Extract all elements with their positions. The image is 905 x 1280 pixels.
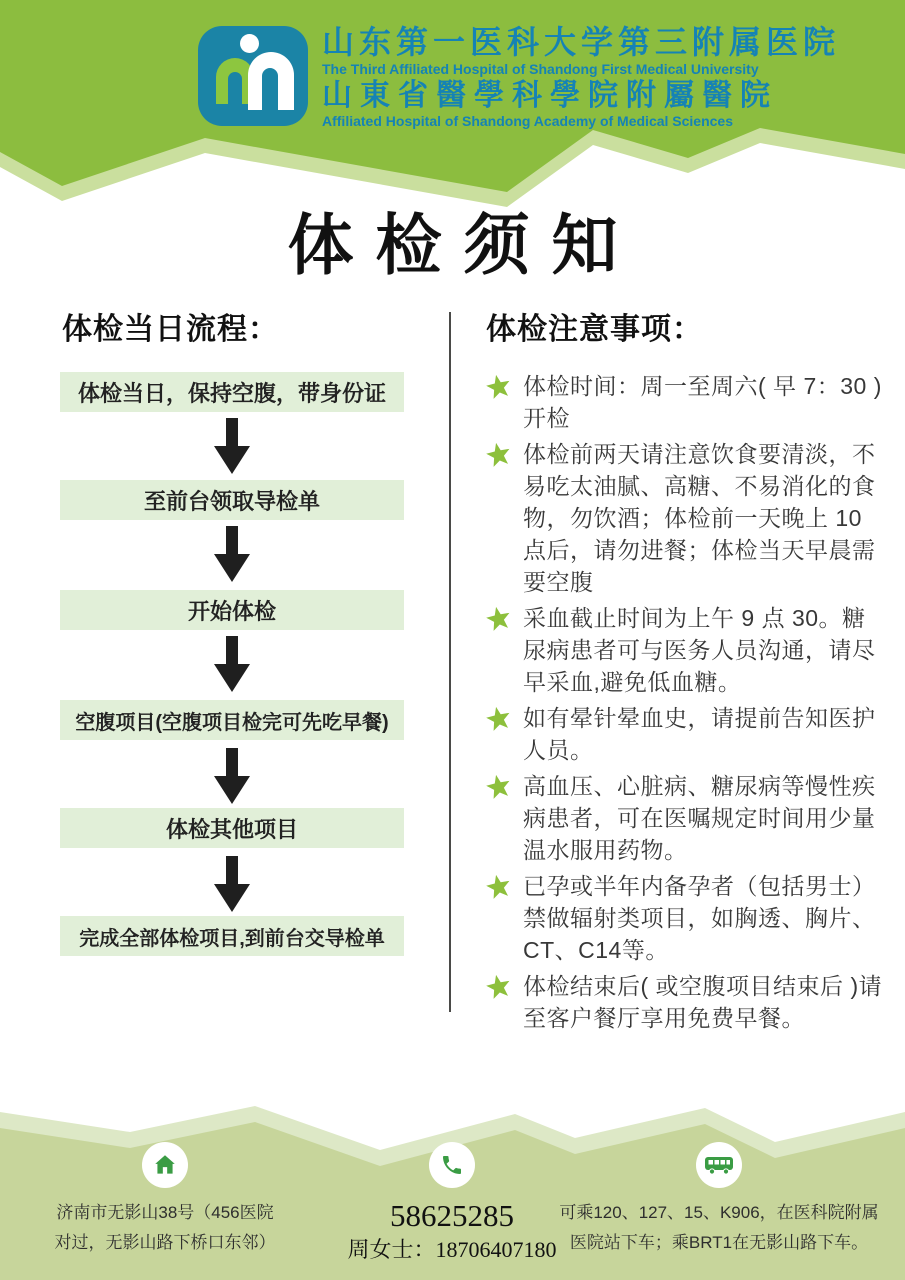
flow-step-5: 体检其他项目	[60, 808, 404, 848]
note-item	[486, 870, 886, 966]
note-item	[486, 438, 886, 598]
phone-number: 58625285	[390, 1198, 514, 1233]
header-text-block	[322, 24, 882, 130]
note-text: 如有晕针晕血史，请提前告知医护人员。	[523, 705, 876, 763]
hospital-name-traditional: 山東省醫學科學院附屬醫院	[322, 79, 778, 112]
note-item	[486, 370, 886, 434]
phone-icon	[429, 1142, 475, 1188]
home-icon	[142, 1142, 188, 1188]
column-divider	[449, 312, 451, 1012]
star-icon	[486, 374, 511, 399]
notes-heading: 体检注意事项：	[486, 313, 703, 346]
note-item	[486, 602, 886, 698]
flow-step-1: 体检当日，保持空腹，带身份证	[60, 372, 404, 412]
down-arrow-icon	[211, 418, 253, 474]
notes-section	[486, 304, 886, 1038]
hospital-name-en: The Third Affiliated Hospital of Shandong First Medical University	[322, 61, 759, 77]
footer-address-block	[25, 1142, 305, 1258]
hospital-name-en2: Affiliated Hospital of Shandong Academy of Medical Sciences	[322, 113, 734, 129]
down-arrow-icon	[211, 636, 253, 692]
page-title: 体检须知	[287, 208, 640, 282]
footer-bus-block	[538, 1142, 900, 1258]
flow-step-3: 开始体检	[60, 590, 404, 630]
logo-dot	[240, 34, 259, 53]
star-icon	[486, 774, 511, 799]
note-text: 已孕或半年内备孕者（包括男士）禁做辐射类项目，如胸透、胸片、CT、C14等。	[523, 873, 876, 963]
footer	[0, 1100, 905, 1280]
address-line: 对过，无影山路下桥口东邻）	[54, 1233, 276, 1252]
note-text: 体检结束后( 或空腹项目结束后 )请至客户餐厅享用免费早餐。	[523, 973, 883, 1031]
flow-step-4: 空腹项目(空腹项目检完可先吃早餐)	[60, 700, 404, 740]
hospital-logo	[198, 26, 308, 126]
flow-step-2: 至前台领取导检单	[60, 480, 404, 520]
hospital-name-cn: 山东第一医科大学第三附属医院	[322, 24, 841, 60]
flow-heading: 体检当日流程：	[62, 313, 279, 346]
down-arrow-icon	[211, 526, 253, 582]
bus-line: 可乘120、127、15、K906，在医科院附属	[559, 1203, 879, 1222]
note-text: 采血截止时间为上午 9 点 30。糖尿病患者可与医务人员沟通，请尽早采血,避免低血糖。	[523, 605, 876, 695]
star-icon	[486, 874, 511, 899]
logo-white-arch	[248, 52, 294, 110]
note-text: 高血压、心脏病、糖尿病等慢性疾病患者，可在医嘱规定时间用少量温水服用药物。	[523, 773, 876, 863]
star-icon	[486, 442, 511, 467]
note-item	[486, 770, 886, 866]
bus-icon	[696, 1142, 742, 1188]
star-icon	[486, 606, 511, 631]
note-item	[486, 702, 886, 766]
address-line: 济南市无影山38号（456医院	[56, 1203, 274, 1222]
note-text: 体检时间：周一至周六( 早 7：30 )开检	[523, 373, 882, 431]
note-item	[486, 970, 886, 1034]
flow-step-6: 完成全部体检项目,到前台交导检单	[60, 916, 404, 956]
star-icon	[486, 974, 511, 999]
phone-contact: 周女士：18706407180	[347, 1237, 557, 1262]
down-arrow-icon	[211, 856, 253, 912]
star-icon	[486, 706, 511, 731]
note-text: 体检前两天请注意饮食要清淡，不易吃太油腻、高糖、不易消化的食物，勿饮酒；体检前一天晚上 10 点后，请勿进餐；体检当天早晨需要空腹	[523, 441, 876, 595]
down-arrow-icon	[211, 748, 253, 804]
bus-line: 医院站下车；乘BRT1在无影山路下车。	[569, 1233, 869, 1252]
